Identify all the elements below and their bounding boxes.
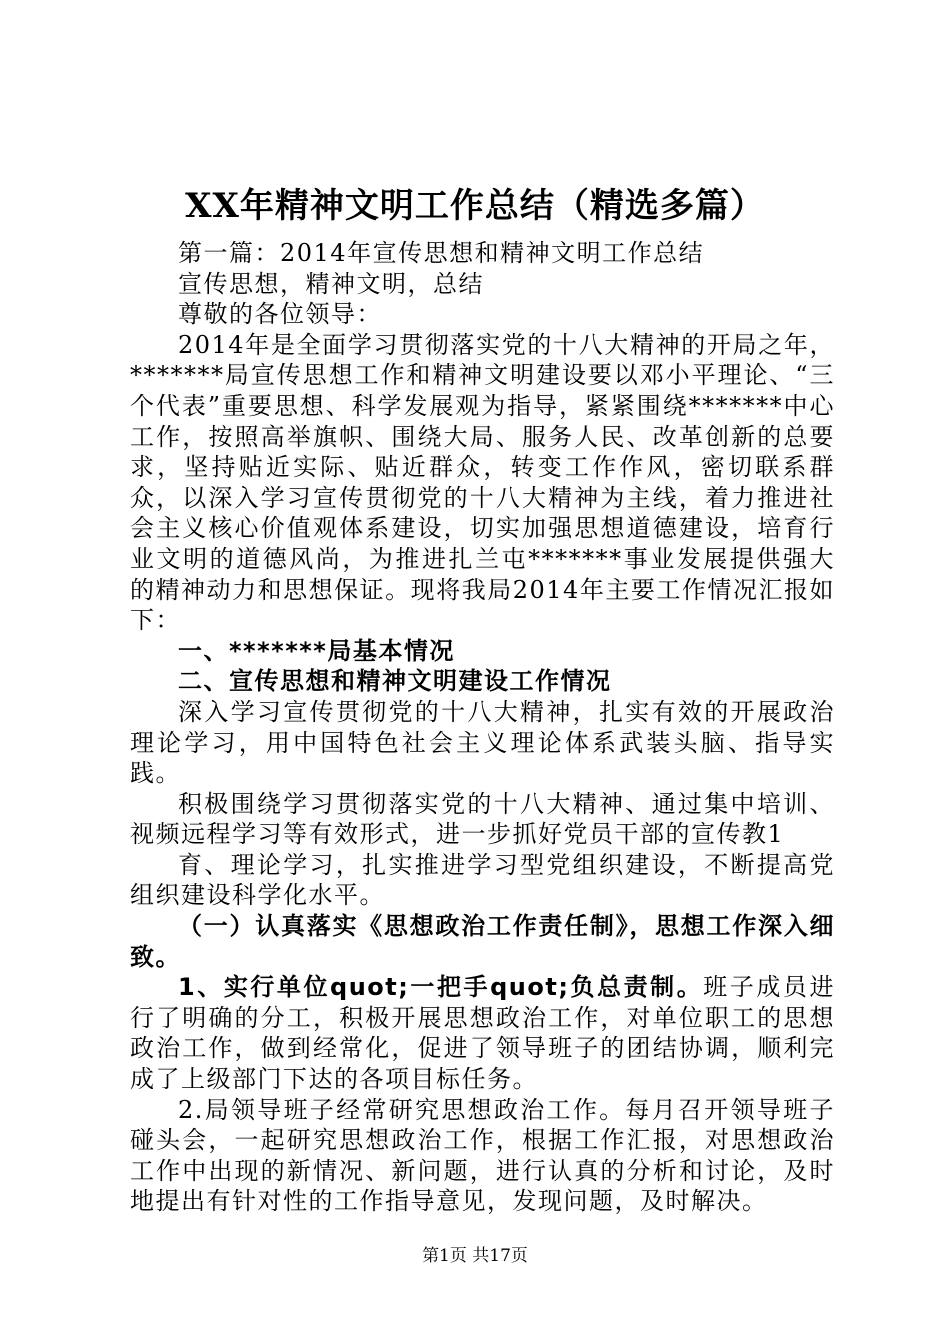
document-body <box>130 238 835 1217</box>
paragraph-intro: 2014年是全面学习贯彻落实党的十八大精神的开局之年，*******局宣传思想工作和精神文明建设要以邓小平理论、“三个代表”重要思想、科学发展观为指导，紧紧围绕*******中心工作，按照高举旗帜、围绕大局、服务人民、改革创新的总要求，坚持贴近实际、贴近群众，转变工作作风，密切联系群众，以深入学习宣传贯彻党的十八大精神为主线，着力推进社会主义核心价值观体系建设，切实加强思想道德建设，培育行业文明的道德风尚，为推进扎兰屯*******事业发展提供强大的精神动力和思想保证。现将我局2014年主要工作情况汇报如下： <box>130 330 835 635</box>
paragraph-keywords: 宣传思想，精神文明，总结 <box>178 269 484 298</box>
heading-basic-info: 一、*******局基本情况 <box>178 636 455 665</box>
paragraph-responsibility-1 <box>130 972 835 1094</box>
paragraph-study: 深入学习宣传贯彻党的十八大精神，扎实有效的开展政治理论学习，用中国特色社会主义理论体系武装头脑、指导实践。 <box>130 697 835 788</box>
paragraph-salutation: 尊敬的各位领导： <box>178 300 382 329</box>
paragraph-section-heading: 第一篇：2014年宣传思想和精神文明工作总结 <box>178 239 705 267</box>
paragraph-responsibility-2: 2.局领导班子经常研究思想政治工作。每月召开领导班子碰头会，一起研究思想政治工作，根据工作汇报，对思想政治工作中出现的新情况、新问题，进行认真的分析和讨论，及时地提出有针对性的工作指导意见，发现问题，及时解决。 <box>130 1095 835 1216</box>
paragraph-training: 积极围绕学习贯彻落实党的十八大精神、通过集中培训、视频远程学习等有效形式，进一步抓好党员干部的宣传教1 <box>130 789 835 849</box>
heading-work-status: 二、宣传思想和精神文明建设工作情况 <box>178 667 612 696</box>
heading-responsibility: （一）认真落实《思想政治工作责任制》，思想工作深入细致。 <box>130 912 835 971</box>
paragraph-education: 育、理论学习，扎实推进学习型党组织建设，不断提高党组织建设科学化水平。 <box>130 850 835 910</box>
paragraph-rest: 班子成员进行了明确的分工，积极开展思想政治工作，对单位职工的思想政治工作，做到经常化，促进了领导班子的团结协调，顺利完成了上级部门下达的各项目标任务。 <box>130 973 835 1094</box>
document-title: XX年精神文明工作总结（精选多篇） <box>185 186 765 226</box>
page-footer: 第1页 共17页 <box>422 1246 528 1266</box>
paragraph-lead-bold: 1、实行单位quot;一把手quot;负总责制。 <box>178 973 704 1002</box>
